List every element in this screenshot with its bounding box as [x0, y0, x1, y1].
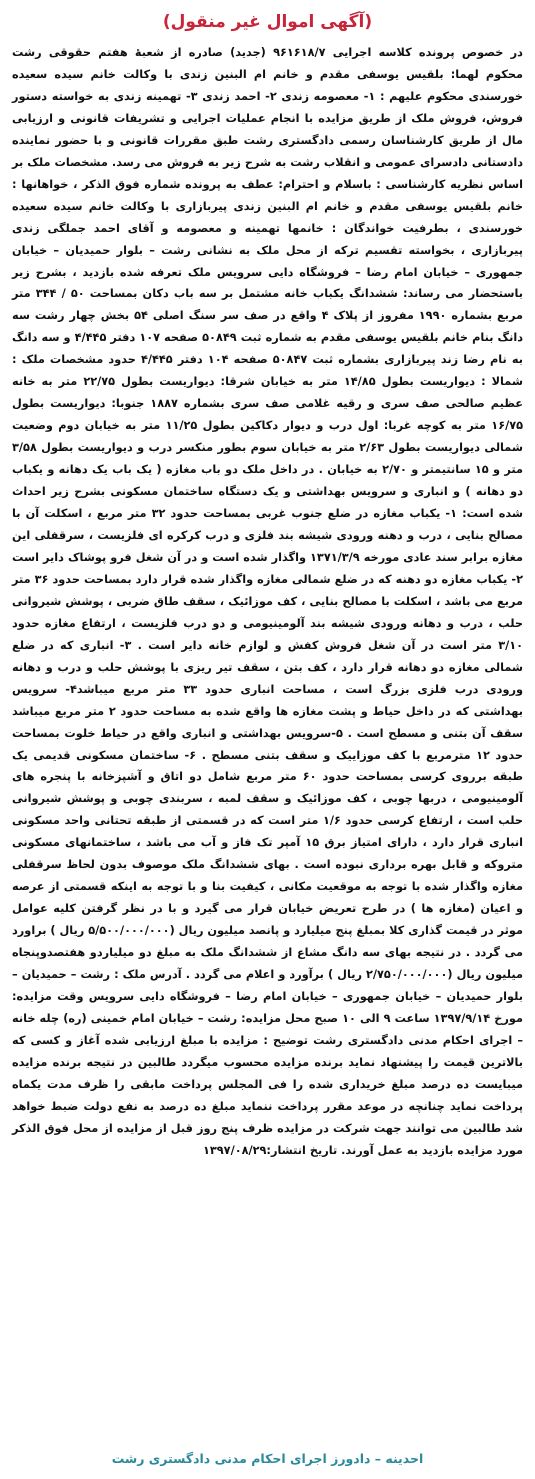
notice-title: (آگهی اموال غیر منقول) [162, 12, 373, 32]
notice-body: در خصوص پرونده کلاسه اجرایی ۹۶۱۶۱۸/۷ (جدید) صادره از شعبهٔ هفتم حقوقی رشت محکوم لهما: بلقیس یوسفی مقدم و خانم ام البنین زندی با وکالت خانم سیده سعیده خورسندی محکوم علیهم : ۱- معصومه زندی ۲- احمد زندی ۳- تهمینه زندی به خواسته دستور فروش، فروش ملک از طریق مزایده با انجام عملیات اجرایی و تشریفات قانونی و ارزیابی مال از طریق کارشناسان رسمی دادگستری رشت طبق مقررات قانونی و با حضور نماینده دادستانی دادسرای عمومی و انقلاب رشت به شرح زیر به فروش می رسد. مشخصات ملک بر اساس نظریه کارشناسی : باسلام و احترام: عطف به پرونده شماره فوق الذکر ، خواهانها : خانم بلقیس یوسفی مقدم و خانم ام البنین زندی پیربازاری با وکالت خانم سیده سعیده خورسندی ، بطرفیت خواندگان : خانمها تهمینه و معصومه و آقای احمد جملگی زندی پیربازاری ، بخواسته تقسیم ترکه از محل ملک به نشانی رشت – بلوار حمیدیان – خیابان جمهوری – خیابان امام رضا – فروشگاه دایی سرویس ملک تعرفه شده بازدید ، بشرح زیر باستحضار می رساند: ششدانگ یکباب خانه مشتمل بر سه باب دکان بمساحت ۵۰ / ۳۴۴ متر مربع بشماره ۱۹۹۰ مفروز از پلاک ۴ واقع در صف سر سنگ اصلی ۵۴ بخش چهار رشت سه دانگ بنام خانم بلقیس یوسفی مقدم به شماره ثبت ۵۰۸۴۹ صفحه ۱۰۷ دفتر ۴/۴۴۵ و سه دانگ به نام رضا زند پیربازاری بشماره ثبت ۵۰۸۴۷ صفحه ۱۰۴ دفتر ۴/۴۴۵ حدود مشخصات ملک : شمالا : دیواریست بطول ۱۴/۸۵ متر به خیابان شرقا: دیواریست بطول ۲۲/۷۵ متر به خانه عظیم صالحی صف سری و رقیه غلامی صف سری بشماره ۱۸۸۷ جنوبا: دیواریست بطول ۱۶/۷۵ متر به کوچه غربا: اول درب و دیوار دکاکین بطول ۱۱/۲۵ متر به خیابان دوم وضعیت شمالی دیواریست بطول ۲/۶۳ متر به خیابان سوم بطور منکسر درب و دیواریست بطول ۳/۵۸ متر و ۱۵ سانتیمتر و ۲/۷۰ به خیابان . در داخل ملک دو باب مغازه ( یک باب یک دهانه و یکباب دو دهانه ) و انباری و سرویس بهداشتی و یک دستگاه ساختمان مسکونی بشرح زیر احداث شده است: ۱- یکباب مغازه در ضلع جنوب غربی بمساحت حدود ۳۲ متر مربع ، اسکلت آن با مصالح بنایی ، درب و دهنه ورودی شیشه بند فلزی و درب کرکره ای فلزیست ، سرقفلی این مغازه برابر سند عادی مورخه ۱۳۷۱/۳/۹ واگذار شده است و در آن شغل فرو پوشاک دایر است ۲- یکباب مغازه دو دهنه که در ضلع شمالی مغازه واگذار شده قرار دارد بمساحت حدود ۳۶ متر مربع می باشد ، اسکلت با مصالح بنایی ، کف موزائیک ، سقف طاق ضربی ، پوشش شیروانی حلب ، درب و دهانه ورودی شیشه بند آلومینیومی و دو درب فلزیست ، ارتفاع مغازه حدود ۳/۱۰ متر است در آن شغل فروش کفش و لوازم خانه دایر است . ۳- انباری که در ضلع شمالی مغازه دو دهانه قرار دارد ، کف بتن ، سقف تیر ریزی با پوشش حلب و درب و دهانه ورودی درب فلزی بزرگ است ، مساحت انباری حدود ۳۳ متر مربع میباشد۴- سرویس بهداشتی که در داخل حیاط و پشت مغازه ها واقع شده به مساحت حدود ۲ متر مربع میباشد سقف آن بتنی و مسطح است . ۵-سرویس بهداشتی و انباری واقع در حیاط خلوت بمساحت حدود ۱۲ مترمربع با کف موزاییک و سقف بتنی مسطح . ۶- ساختمان مسکونی قدیمی یک طبقه برروی کرسی بمساحت حدود ۶۰ متر مربع شامل دو اتاق و آشپزخانه با پنجره های آلومینیومی ، دربها چوبی ، کف موزائیک و سقف لمبه ، سربندی چوبی و پوشش شیروانی حلب است ، ارتفاع کرسی حدود ۱/۶ متر است که در قسمتی از طبقه تحتانی واحد مسکونی انباری قرار دارد ، دارای امتیاز برق ۱۵ آمپر تک فاز و آب می باشد ، ساختمانهای مسکونی متروکه و قابل بهره برداری نبوده است . بهای ششدانگ ملک موصوف بدون لحاظ سرقفلی مغازه واگذار شده با توجه به موقعیت مکانی ، کیفیت بنا و با توجه به اینکه قسمتی از عرصه و اعیان (مغازه ها ) در طرح تعریض خیابان قرار می گیرد و با در نظر گرفتن کلیه عوامل موثر در قیمت گذاری کلا بمبلغ پنج میلیارد و پانصد میلیون ریال (۵/۵۰۰/۰۰۰/۰۰۰ ریال ) براورد می گردد . در نتیجه بهای سه دانگ مشاع از ششدانگ ملک به مبلغ دو میلیاردو هفتصدوپنجاه میلیون ریال (۲/۷۵۰/۰۰۰/۰۰۰ ریال ) برآورد و اعلام می گردد . آدرس ملک : رشت – حمیدیان – بلوار حمیدیان – خیابان جمهوری – خیابان امام رضا – فروشگاه دایی سرویس وقت مزایده: مورخ ۱۳۹۷/۹/۱۴ ساعت ۹ الی ۱۰ صبح محل مزایده: رشت – خیابان امام خمینی (ره) چله خانه – اجرای احکام مدنی دادگستری رشت توضیح : مزایده با مبلغ ارزیابی شده آغاز و کسی که بالاترین قیمت را پیشنهاد نماید برنده مزایده محسوب میگردد طالبین در نتیجه برنده مزایده میبایست ده درصد مبلغ خریداری شده را فی المجلس پرداخت مابقی را ظرف مدت یکماه پرداخت نماید چنانچه در موعد مقرر پرداخت ننماید مبلغ ده درصد به نفع دولت ضبط خواهد شد طالبین می توانند جهت شرکت در مزایده ظرف پنج روز قبل از مزایده از محل فوق الذکر مورد مزایده بازدید به عمل آورند. تاریخ انتشار:۱۳۹۷/۰۸/۲۹ [12, 46, 524, 1157]
legal-notice [12, 8, 523, 1470]
notice-signature: احدینه – دادورز اجرای احکام مدنی دادگستری رشت [111, 1451, 424, 1466]
